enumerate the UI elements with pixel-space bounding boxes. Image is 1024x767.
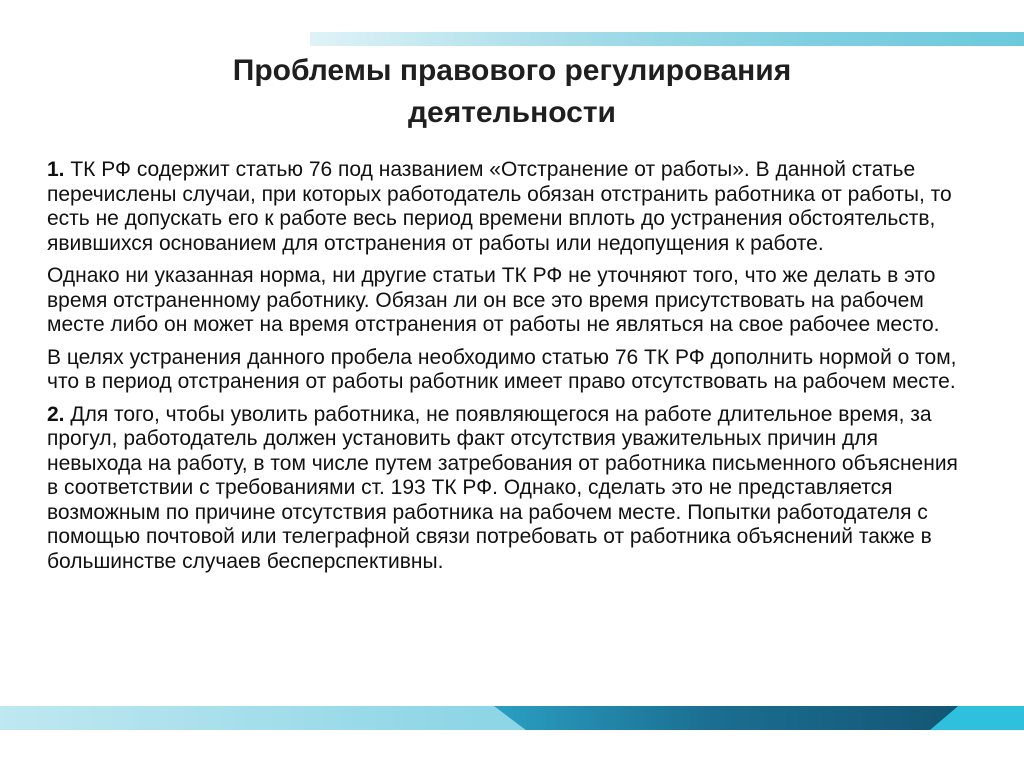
- slide-title: Проблемы правового регулирования деятельности: [232, 54, 792, 129]
- paragraph-number-2: 2.: [47, 402, 65, 426]
- paragraph-3: [47, 346, 967, 395]
- slide-body: [47, 158, 967, 582]
- paragraph-1: [47, 158, 967, 256]
- paragraph-2: [47, 264, 967, 338]
- paragraph-4: [47, 403, 967, 575]
- paragraph-text-3: В целях устранения данного пробела необходимо статью 76 ТК РФ дополнить нормой о том, что в период отстранения от работы работник имеет право отсутствовать на рабочем месте.: [47, 345, 957, 393]
- paragraph-text-1: ТК РФ содержит статью 76 под названием «Отстранение от работы». В данной статье перечислены случаи, при которых работодатель обязан отстранить работника от работы, то есть не допускать его к работе весь период времени вплоть до устранения обстоятельств, явившихся основанием для отстранения от работы или недопущения к работе.: [47, 158, 952, 255]
- paragraph-text-4: Для того, чтобы уволить работника, не появляющегося на работе длительное время, за прогул, работодатель должен установить факт отсутствия уважительных причин для невыхода на работу, в том числе путем затребования от работника письменного объяснения в соответствии с требованиями ст. 193 ТК РФ. Однако, сделать это не представляется возможным по причине отсутствия работника на рабочем месте. Попытки работодателя с помощью почтовой или телеграфной связи потребовать от работника объяснений также в большинстве случаев бесперспективны.: [47, 402, 958, 573]
- paragraph-number-1: 1.: [47, 158, 65, 181]
- top-decorative-band: [310, 32, 1024, 46]
- paragraph-text-2: Однако ни указанная норма, ни другие статьи ТК РФ не уточняют того, что же делать в это время отстраненному работнику. Обязан ли он все это время присутствовать на рабочем месте либо он может на время отстранения от работы не являться на свое рабочее место.: [47, 264, 940, 336]
